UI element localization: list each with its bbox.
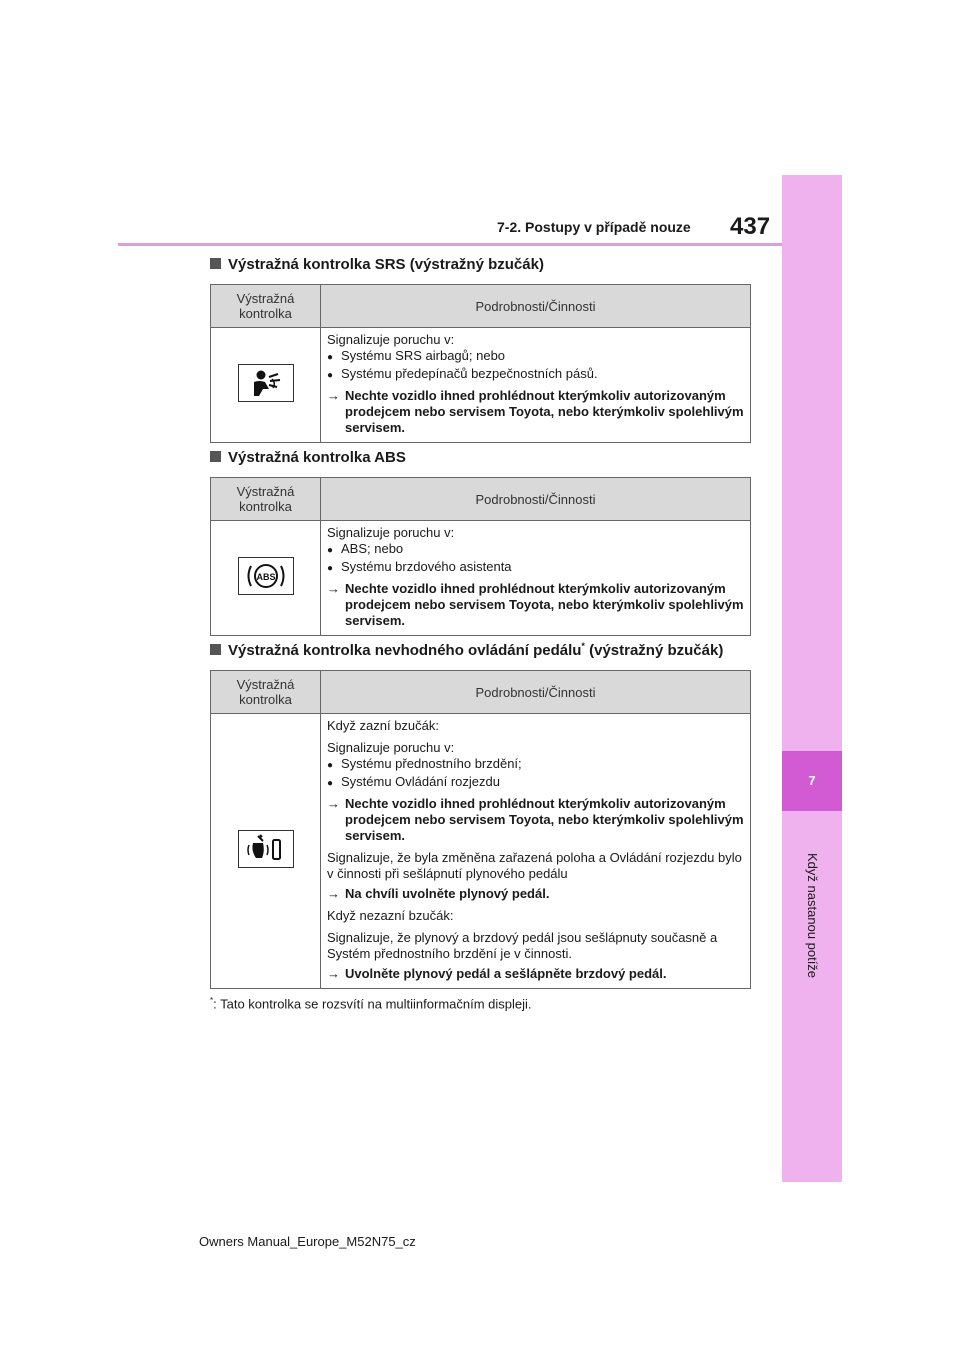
details-cell — [321, 328, 751, 443]
table-row — [211, 714, 751, 989]
list-item: ● Systému brzdového asistenta — [327, 559, 744, 577]
section-heading-abs: Výstražná kontrolka ABS — [210, 449, 406, 466]
list-item: ● Systému SRS airbagů; nebo — [327, 348, 744, 366]
detail-text: Když zazní bzučák: — [327, 718, 439, 733]
light-cell — [211, 714, 321, 989]
action-instruction: → Nechte vozidlo ihned prohlédnout kterýmkoliv autorizovaným prodejcem nebo servisem Toyota, nebo kterýmkoliv spolehlivým servisem. — [327, 581, 744, 628]
footnote-mark: * — [581, 641, 585, 651]
abs-icon-label: ABS — [255, 572, 276, 582]
detail-text: Signalizuje poruchu v: — [327, 332, 455, 347]
details-cell — [321, 714, 751, 989]
srs-airbag-icon — [238, 364, 294, 402]
detail-text: Signalizuje, že plynový a brzdový pedál jsou sešlápnuty současně a Systém přednostního brzdění je v činnosti. — [327, 930, 718, 961]
table-header-row — [211, 285, 751, 328]
list-item: ● Systému přednostního brzdění; — [327, 756, 744, 774]
col-header-details: Podrobnosti/Činnosti — [321, 478, 751, 521]
arrow-right-icon: → — [327, 966, 340, 981]
light-cell — [211, 521, 321, 636]
pedal-misoperation-icon — [238, 830, 294, 868]
table-row — [211, 328, 751, 443]
square-bullet-icon — [210, 258, 221, 269]
square-bullet-icon — [210, 451, 221, 462]
abs-icon — [238, 557, 294, 595]
section-title: 7-2. Postupy v případě nouze — [497, 219, 691, 235]
col-header-light: Výstražná kontrolka — [211, 478, 321, 521]
chapter-side-tab — [782, 175, 842, 1182]
pedal-warning-table — [210, 670, 751, 989]
action-instruction: → Nechte vozidlo ihned prohlédnout kterýmkoliv autorizovaným prodejcem nebo servisem Toyota, nebo kterýmkoliv spolehlivým servisem. — [327, 388, 744, 435]
chapter-number: 7 — [782, 751, 842, 811]
footnote: *: Tato kontrolka se rozsvítí na multiinformačním displeji. — [210, 996, 532, 1012]
list-item: ● ABS; nebo — [327, 541, 744, 559]
section-heading-srs: Výstražná kontrolka SRS (výstražný bzučák) — [210, 256, 544, 273]
arrow-right-icon: → — [327, 886, 340, 901]
section-heading-pedal: Výstražná kontrolka nevhodného ovládání pedálu* (výstražný bzučák) — [210, 641, 723, 659]
details-cell — [321, 521, 751, 636]
page-number: 437 — [730, 213, 771, 240]
detail-text: Signalizuje poruchu v: — [327, 740, 455, 755]
table-header-row — [211, 671, 751, 714]
detail-text: Když nezazní bzučák: — [327, 908, 454, 923]
arrow-right-icon: → — [327, 388, 340, 403]
abs-warning-table — [210, 477, 751, 636]
chapter-label: Když nastanou potíže — [805, 853, 820, 979]
col-header-light: Výstražná kontrolka — [211, 285, 321, 328]
col-header-details: Podrobnosti/Činnosti — [321, 671, 751, 714]
col-header-details: Podrobnosti/Činnosti — [321, 285, 751, 328]
detail-text: Signalizuje, že byla změněna zařazená poloha a Ovládání rozjezdu bylo v činnosti při sešlápnutí plynového pedálu — [327, 850, 742, 881]
footnote-mark: * — [210, 996, 214, 1005]
detail-text: Signalizuje poruchu v: — [327, 525, 455, 540]
square-bullet-icon — [210, 644, 221, 655]
action-instruction: → Na chvíli uvolněte plynový pedál. — [327, 886, 550, 901]
light-cell — [211, 328, 321, 443]
action-instruction: → Nechte vozidlo ihned prohlédnout kterýmkoliv autorizovaným prodejcem nebo servisem Toyota, nebo kterýmkoliv spolehlivým servisem. — [327, 796, 744, 843]
arrow-right-icon: → — [327, 581, 340, 596]
table-row — [211, 521, 751, 636]
list-item: ● Systému předepínačů bezpečnostních pásů. — [327, 366, 744, 384]
col-header-light: Výstražná kontrolka — [211, 671, 321, 714]
action-instruction: → Uvolněte plynový pedál a sešlápněte brzdový pedál. — [327, 966, 667, 981]
footer-manual-id: Owners Manual_Europe_M52N75_cz — [199, 1234, 416, 1249]
table-header-row — [211, 478, 751, 521]
list-item: ● Systému Ovládání rozjezdu — [327, 774, 744, 792]
arrow-right-icon: → — [327, 796, 340, 811]
srs-warning-table — [210, 284, 751, 443]
header-rule — [118, 243, 782, 246]
